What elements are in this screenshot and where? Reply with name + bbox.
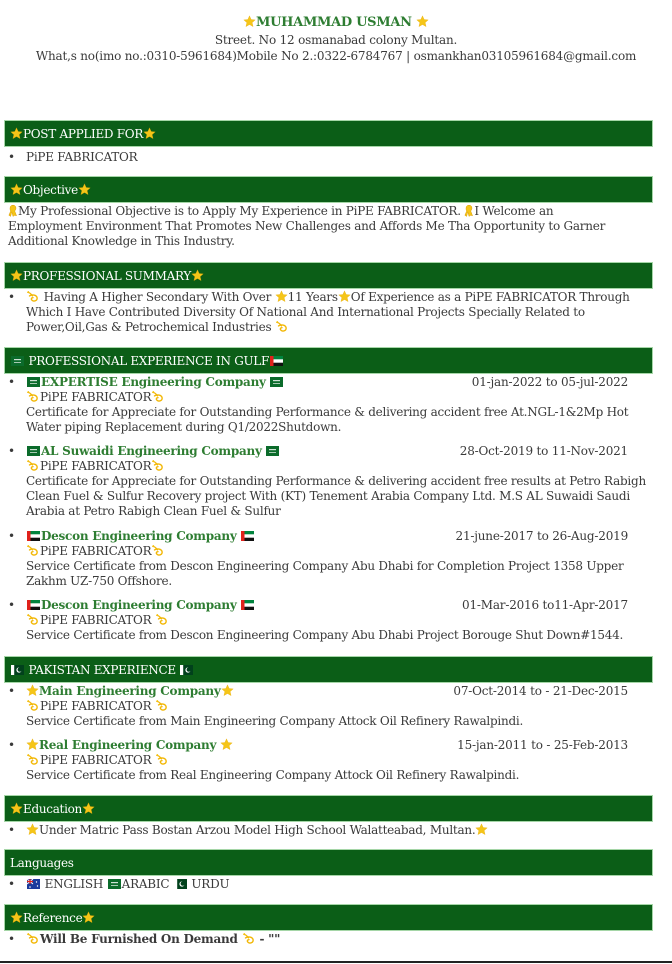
job-role: PiPE FABRICATOR	[40, 613, 152, 627]
summary-line-3: Power,Oil,Gas & Petrochemical Industries	[26, 320, 272, 334]
section-title: PAKISTAN EXPERIENCE	[28, 663, 176, 677]
star-icon	[143, 127, 156, 140]
objective-line-3: Additional Knowledge in This Industry.	[8, 234, 235, 248]
job-desc-line: Service Certificate from Real Engineering Company Attock Oil Refinery Rawalpindi.	[26, 768, 520, 782]
star-icon	[221, 684, 234, 697]
star-icon	[10, 127, 23, 140]
star-icon	[26, 823, 39, 836]
objective-line-2: Employment Environment That Promotes New Challenges and Affords Me Tha Opportunity to Garner	[8, 219, 606, 233]
dizzy-icon	[26, 290, 40, 303]
dizzy-icon	[26, 932, 40, 945]
section-title: Reference	[23, 911, 83, 925]
job-dates: 28-Oct-2019 to 11-Nov-2021	[459, 444, 628, 458]
star-icon	[82, 911, 95, 924]
job-company: Descon Engineering Company	[41, 529, 237, 543]
list-item: • Will Be Furnished On Demand - ""	[8, 932, 281, 946]
dizzy-icon	[155, 753, 169, 766]
uae-flag-icon	[27, 531, 40, 541]
section-header-pakistan-experience	[4, 656, 653, 683]
job-desc-line: Service Certificate from Main Engineering Company Attock Oil Refinery Rawalpindi.	[26, 714, 524, 728]
star-icon	[10, 183, 23, 196]
section-title: Languages	[10, 856, 74, 870]
job-desc-line: Arabia at Petro Rabigh Clean Fuel & Sulfur	[26, 504, 281, 518]
pakistan-flag-icon	[174, 879, 187, 889]
saudi-flag-icon	[108, 879, 121, 889]
dizzy-icon	[151, 390, 165, 403]
star-icon	[26, 684, 39, 697]
dizzy-icon	[26, 390, 40, 403]
section-title: POST APPLIED FOR	[23, 127, 144, 141]
ribbon-icon	[8, 204, 18, 217]
section-header-reference	[4, 904, 653, 931]
dizzy-icon	[151, 544, 165, 557]
ribbon-icon	[464, 204, 474, 217]
list-item: • Under Matric Pass Bostan Arzou Model High School Walatteabad, Multan.	[8, 823, 488, 838]
post-applied-value: PiPE FABRICATOR	[26, 150, 138, 164]
job-company: AL Suwaidi Engineering Company	[41, 444, 262, 458]
job-desc-line: Zakhm UZ-750 Offshore.	[26, 574, 172, 588]
reference-suffix: - ""	[259, 932, 281, 946]
star-icon	[10, 802, 23, 815]
saudi-flag-icon	[27, 446, 40, 456]
job-role: PiPE FABRICATOR	[40, 390, 152, 404]
dizzy-icon	[26, 544, 40, 557]
job-role: PiPE FABRICATOR	[40, 699, 152, 713]
bottom-border	[0, 961, 672, 963]
job-entry: • Real Engineering Company 15-jan-2011 to - 25-Feb-2013 PiPE FABRICATOR Service Certificate from Real Engineering Company Attock Oil Refinery Rawalpindi.	[8, 738, 628, 782]
job-desc-line: Service Certificate from Descon Engineering Company Abu Dhabi for Completion Project 1358 Upper	[26, 559, 624, 573]
saudi-flag-icon	[11, 356, 24, 366]
section-title: PROFESSIONAL EXPERIENCE IN GULF	[28, 354, 269, 368]
job-desc-line: Certificate for Appreciate for Outstanding Performance & delivering accident free results at Petro Rabigh	[26, 474, 646, 488]
saudi-flag-icon	[266, 446, 279, 456]
summary-line-2: Which I Have Contributed Diversity Of National And International Projects Specially Related to	[26, 305, 585, 319]
reference-text: Will Be Furnished On Demand	[40, 932, 238, 946]
summary-line-1a: Having A Higher Secondary With Over	[43, 290, 272, 304]
objective-text	[8, 204, 605, 249]
section-header-languages	[4, 849, 653, 876]
language-english: ENGLISH	[44, 877, 104, 891]
summary-years: 11 Years	[287, 290, 338, 304]
job-role: PiPE FABRICATOR	[40, 753, 152, 767]
job-role: PiPE FABRICATOR	[40, 544, 152, 558]
job-dates: 15-jan-2011 to - 25-Feb-2013	[457, 738, 628, 752]
pakistan-flag-icon	[180, 665, 193, 675]
dizzy-icon	[26, 459, 40, 472]
list-item: • PiPE FABRICATOR	[8, 150, 138, 164]
summary-line-1c: Of Experience as a PiPE FABRICATOR Through	[350, 290, 630, 304]
job-role: PiPE FABRICATOR	[40, 459, 152, 473]
summary-text: • Having A Higher Secondary With Over 11 Years Of Experience as a PiPE FABRICATOR Through Which I Have Contributed Diversity Of National And International Projects Specially Related to Power,Oil,Gas & Petrochemical Industries	[8, 290, 630, 334]
star-icon	[275, 290, 288, 303]
star-icon	[10, 269, 23, 282]
dizzy-icon	[155, 699, 169, 712]
uae-flag-icon	[27, 600, 40, 610]
objective-line-1b: I Welcome an	[474, 204, 554, 218]
candidate-name: MUHAMMAD USMAN	[256, 15, 412, 30]
job-entry: • Main Engineering Company 07-Oct-2014 to - 21-Dec-2015 PiPE FABRICATOR Service Certificate from Main Engineering Company Attock Oil Refinery Rawalpindi.	[8, 684, 628, 728]
uae-flag-icon	[241, 531, 254, 541]
section-header-education	[4, 795, 653, 822]
language-urdu: URDU	[191, 877, 230, 891]
job-dates: 07-Oct-2014 to - 21-Dec-2015	[453, 684, 628, 698]
saudi-flag-icon	[270, 377, 283, 387]
job-desc-line: Certificate for Appreciate for Outstanding Performance & delivering accident free At.NGL-1&2Mp Hot	[26, 405, 629, 419]
star-icon	[475, 823, 488, 836]
uae-flag-icon	[270, 356, 283, 366]
section-header-objective	[4, 176, 653, 203]
job-entry: • EXPERTISE Engineering Company 01-jan-2022 to 05-jul-2022 PiPE FABRICATOR Certificate for Appreciate for Outstanding Performance & delivering accident free At.NGL-1&2Mp Hot Water piping Replacement during Q1/2022Shutdown.	[8, 375, 629, 434]
dizzy-icon	[26, 753, 40, 766]
section-header-gulf-experience	[4, 347, 653, 374]
objective-line-1a: My Professional Objective is to Apply My Experience in PiPE FABRICATOR.	[18, 204, 461, 218]
star-icon	[82, 802, 95, 815]
job-dates: 01-Mar-2016 to11-Apr-2017	[462, 598, 628, 612]
section-header-summary	[4, 262, 653, 289]
job-dates: 01-jan-2022 to 05-jul-2022	[471, 375, 628, 389]
dizzy-icon	[151, 459, 165, 472]
section-title: PROFESSIONAL SUMMARY	[23, 269, 191, 283]
star-icon	[10, 911, 23, 924]
saudi-flag-icon	[27, 377, 40, 387]
dizzy-icon	[242, 932, 256, 945]
dizzy-icon	[155, 613, 169, 626]
job-entry: • AL Suwaidi Engineering Company 28-Oct-2019 to 11-Nov-2021 PiPE FABRICATOR Certificate for Appreciate for Outstanding Performance & delivering accident free results at Petro Rabigh Clean Fuel & Sulfur Recovery project With (KT) Tenement Arabia Company Ltd. M.S AL Suwaidi Saudi Arabia at Petro Rabigh Clean Fuel & Sulfur	[8, 444, 646, 518]
job-company: EXPERTISE Engineering Company	[41, 375, 266, 389]
job-desc-line: Water piping Replacement during Q1/2022Shutdown.	[26, 420, 342, 434]
language-arabic: ARABIC	[121, 877, 170, 891]
star-icon	[338, 290, 351, 303]
star-icon	[243, 15, 256, 28]
list-item: • ENGLISH ARABIC URDU	[8, 877, 230, 891]
dizzy-icon	[26, 613, 40, 626]
uae-flag-icon	[241, 600, 254, 610]
job-entry: • Descon Engineering Company 21-june-2017 to 26-Aug-2019 PiPE FABRICATOR Service Certificate from Descon Engineering Company Abu Dhabi for Completion Project 1358 Upper Zakhm UZ-750 Offshore.	[8, 529, 628, 588]
pakistan-flag-icon	[11, 665, 24, 675]
section-title: Objective	[23, 183, 78, 197]
star-icon	[26, 738, 39, 751]
job-company: Main Engineering Company	[39, 684, 221, 698]
education-entry: Under Matric Pass Bostan Arzou Model High School Walatteabad, Multan.	[39, 823, 476, 837]
job-dates: 21-june-2017 to 26-Aug-2019	[455, 529, 628, 543]
star-icon	[416, 15, 429, 28]
job-entry: • Descon Engineering Company 01-Mar-2016 to11-Apr-2017 PiPE FABRICATOR Service Certificate from Descon Engineering Company Abu Dhabi Project Borouge Shut Down#1544.	[8, 598, 628, 642]
job-company: Descon Engineering Company	[41, 598, 237, 612]
star-icon	[78, 183, 91, 196]
star-icon	[220, 738, 233, 751]
section-header-post-applied	[4, 120, 653, 147]
australia-flag-icon	[27, 879, 40, 889]
contact-info: What,s no(imo no.:0310-5961684)Mobile No 2.:0322-6784767 | osmankhan03105961684@gmail.com	[35, 49, 637, 63]
dizzy-icon	[275, 320, 289, 333]
job-desc-line: Service Certificate from Descon Engineering Company Abu Dhabi Project Borouge Shut Down#1544.	[26, 628, 624, 642]
job-company: Real Engineering Company	[39, 738, 217, 752]
dizzy-icon	[26, 699, 40, 712]
job-desc-line: Clean Fuel & Sulfur Recovery project With (KT) Tenement Arabia Company Ltd. M.S AL Suwaidi Saudi	[26, 489, 630, 503]
star-icon	[191, 269, 204, 282]
resume-header	[0, 14, 672, 64]
address: Street. No 12 osmanabad colony Multan.	[214, 33, 458, 47]
section-title: Education	[23, 802, 82, 816]
candidate-name-line	[0, 14, 672, 32]
